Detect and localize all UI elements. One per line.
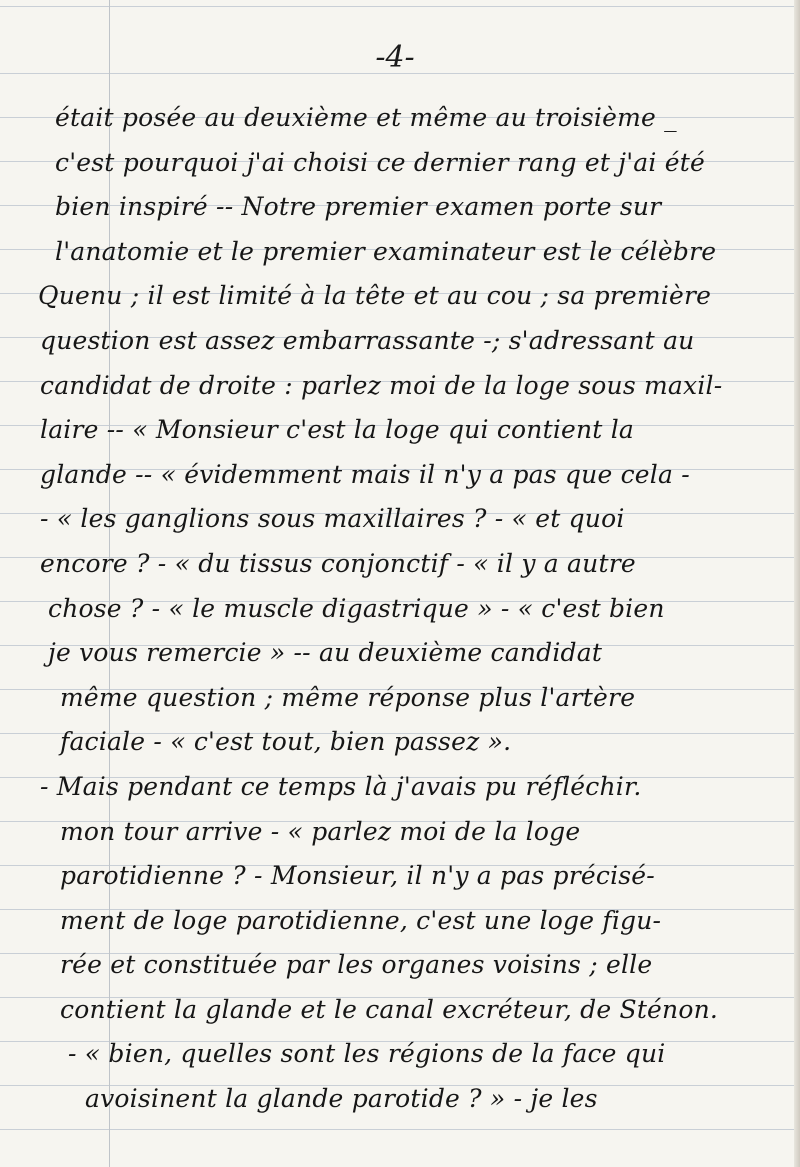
text-line: avoisinent la glande parotide ? » - je les xyxy=(85,1084,598,1114)
text-line: Quenu ; il est limité à la tête et au cou ; sa première xyxy=(38,281,712,311)
text-line: candidat de droite : parlez moi de la loge sous maxil- xyxy=(40,370,723,400)
text-line: même question ; même réponse plus l'artère xyxy=(60,682,636,712)
text-line: - « bien, quelles sont les régions de la face qui xyxy=(68,1039,666,1069)
text-line: parotidienne ? - Monsieur, il n'y a pas précisé- xyxy=(60,861,655,891)
text-line: était posée au deuxième et même au troisième _ xyxy=(55,103,677,132)
text-line: c'est pourquoi j'ai choisi ce dernier rang et j'ai été xyxy=(55,147,705,177)
text-line: l'anatomie et le premier examinateur est le célèbre xyxy=(55,236,717,266)
text-line: glande -- « évidemment mais il n'y a pas que cela - xyxy=(40,459,690,489)
text-line: - « les ganglions sous maxillaires ? - « et quoi xyxy=(40,504,625,534)
text-line: contient la glande et le canal excréteur, de Sténon. xyxy=(60,994,719,1024)
text-line: laire -- « Monsieur c'est la loge qui contient la xyxy=(40,415,635,445)
text-line: encore ? - « du tissus conjonctif - « il y a autre xyxy=(40,548,636,578)
page-number: -4- xyxy=(375,40,415,75)
text-line: je vous remercie » -- au deuxième candidat xyxy=(48,638,603,668)
text-line: question est assez embarrassante -; s'adressant au xyxy=(40,325,695,355)
text-line: - Mais pendant ce temps là j'avais pu réfléchir. xyxy=(40,771,642,801)
text-line: faciale - « c'est tout, bien passez ». xyxy=(60,727,512,757)
text-line: ment de loge parotidienne, c'est une loge figu- xyxy=(60,905,662,935)
text-line: chose ? - « le muscle digastrique » - « c'est bien xyxy=(48,593,665,623)
text-line: bien inspiré -- Notre premier examen porte sur xyxy=(55,192,662,222)
text-line: mon tour arrive - « parlez moi de la loge xyxy=(60,816,581,846)
text-line: rée et constituée par les organes voisins ; elle xyxy=(60,950,653,980)
handwritten-text xyxy=(0,96,800,1122)
